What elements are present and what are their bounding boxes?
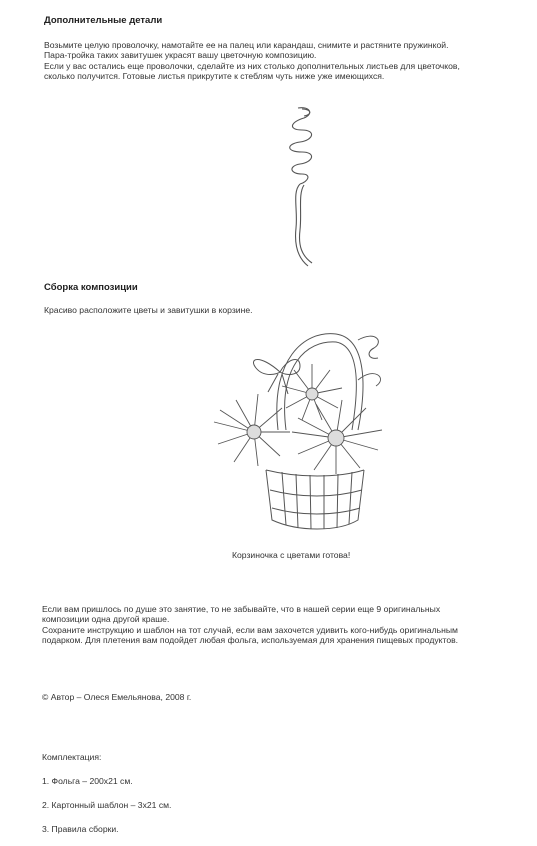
closing-line: композиции одна другой краше. — [42, 614, 170, 625]
kit-heading: Комплектация: — [42, 752, 102, 762]
kit-item: 3. Правила сборки. — [42, 824, 119, 834]
assembly-intro: Красиво расположите цветы и завитушки в корзине. — [44, 305, 253, 315]
kit-list — [42, 752, 171, 834]
section-title-details: Дополнительные детали — [44, 15, 163, 26]
closing-line: подарком. Для плетения вам подойдет любая фольга, используемая для хранения пищевых продуктов. — [42, 635, 459, 646]
basket-flowers-illustration — [208, 320, 418, 535]
details-line: Пара-тройка таких завитушек украсят вашу цветочную композицию. — [44, 50, 317, 61]
details-paragraph — [44, 40, 460, 82]
kit-item: 2. Картонный шаблон – 3х21 см. — [42, 800, 172, 810]
section-title-assembly: Сборка композиции — [44, 282, 138, 293]
details-line: сколько получится. Готовые листья прикрутите к стеблям чуть ниже уже имеющихся. — [44, 71, 385, 82]
basket-caption: Корзиночка с цветами готова! — [232, 550, 351, 560]
kit-item: 1. Фольга – 200х21 см. — [42, 776, 133, 786]
details-line: Если у вас остались еще проволочки, сделайте из них столько дополнительных листьев для цветочков, — [44, 60, 460, 71]
details-line: Возьмите целую проволочку, намотайте ее на палец или карандаш, снимите и растяните пружинкой. — [44, 40, 449, 50]
closing-paragraph — [42, 604, 458, 646]
closing-line: Сохраните инструкцию и шаблон на тот случай, если вам захочется удивить кого-нибудь оригинальным — [42, 624, 458, 635]
spiral-curl-illustration — [268, 100, 328, 270]
author-credit: © Автор – Олеся Емельянова, 2008 г. — [42, 692, 192, 702]
closing-line: Если вам пришлось по душе это занятие, то не забывайте, что в нашей серии еще 9 оригинальных — [42, 604, 441, 614]
